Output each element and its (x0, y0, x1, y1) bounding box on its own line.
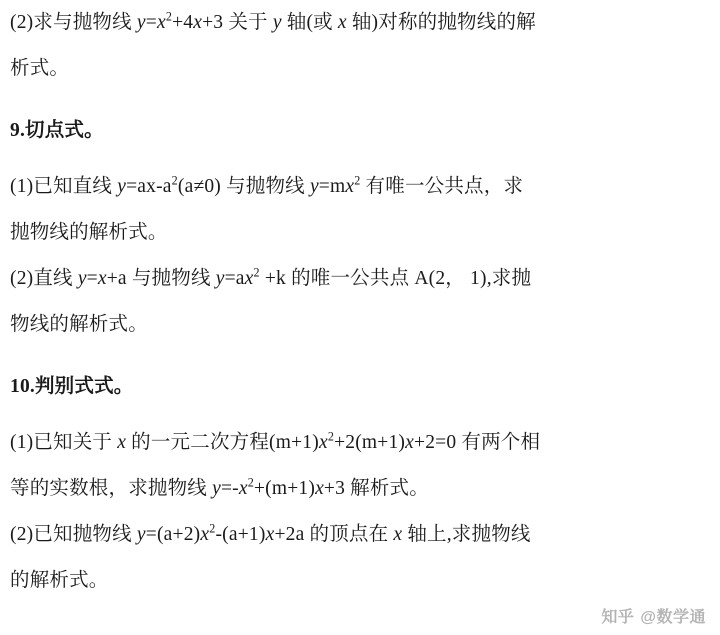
watermark (601, 604, 706, 627)
paragraph-9-2-line2: 物线的解析式。 (10, 314, 148, 335)
heading-10: 10.判别式式。 (10, 376, 134, 397)
watermark-handle: @数学通 (640, 609, 706, 626)
heading-9: 9.切点式。 (10, 120, 104, 141)
paragraph-10-1-line1: (1)已知关于 x 的一元二次方程$(m+1)x^2+2(m+1)x+2=0$ 有两个相 (10, 429, 541, 453)
spacer (10, 410, 710, 420)
paragraph-9-1-line2: 抛物线的解析式。 (10, 222, 168, 243)
paragraph-2-line1: (2)求与抛物线 $y=x^2+4x+3$ 关于 y 轴(或 x 轴)对称的抛物线的解 (10, 9, 536, 33)
paragraph-2-line2: 析式。 (10, 58, 70, 79)
spacer (10, 92, 710, 108)
paragraph-9-2-line1: (2)直线 y=x+a 与抛物线 $y=ax^2 +k$ 的唯一公共点 A(2， 1),求抛 (10, 265, 532, 289)
zhihu-logo: 知乎 (601, 609, 635, 626)
spacer (10, 154, 710, 164)
spacer (10, 348, 710, 364)
paragraph-10-2-line1: (2)已知抛物线 $y=(a+2)x^2-(a+1)x+2a$ 的顶点在 x 轴上,求抛物线 (10, 521, 531, 545)
paragraph-10-1-line2: 等的实数根，求抛物线 $y=-x^2+(m+1)x+3$ 解析式。 (10, 475, 429, 499)
paragraph-10-2-line2: 的解析式。 (10, 570, 109, 591)
paragraph-9-1-line1: (1)已知直线 $y=ax-a^2(a\ne 0)$ 与抛物线 $y=mx^2$ 有唯一公共点，求 (10, 173, 524, 197)
